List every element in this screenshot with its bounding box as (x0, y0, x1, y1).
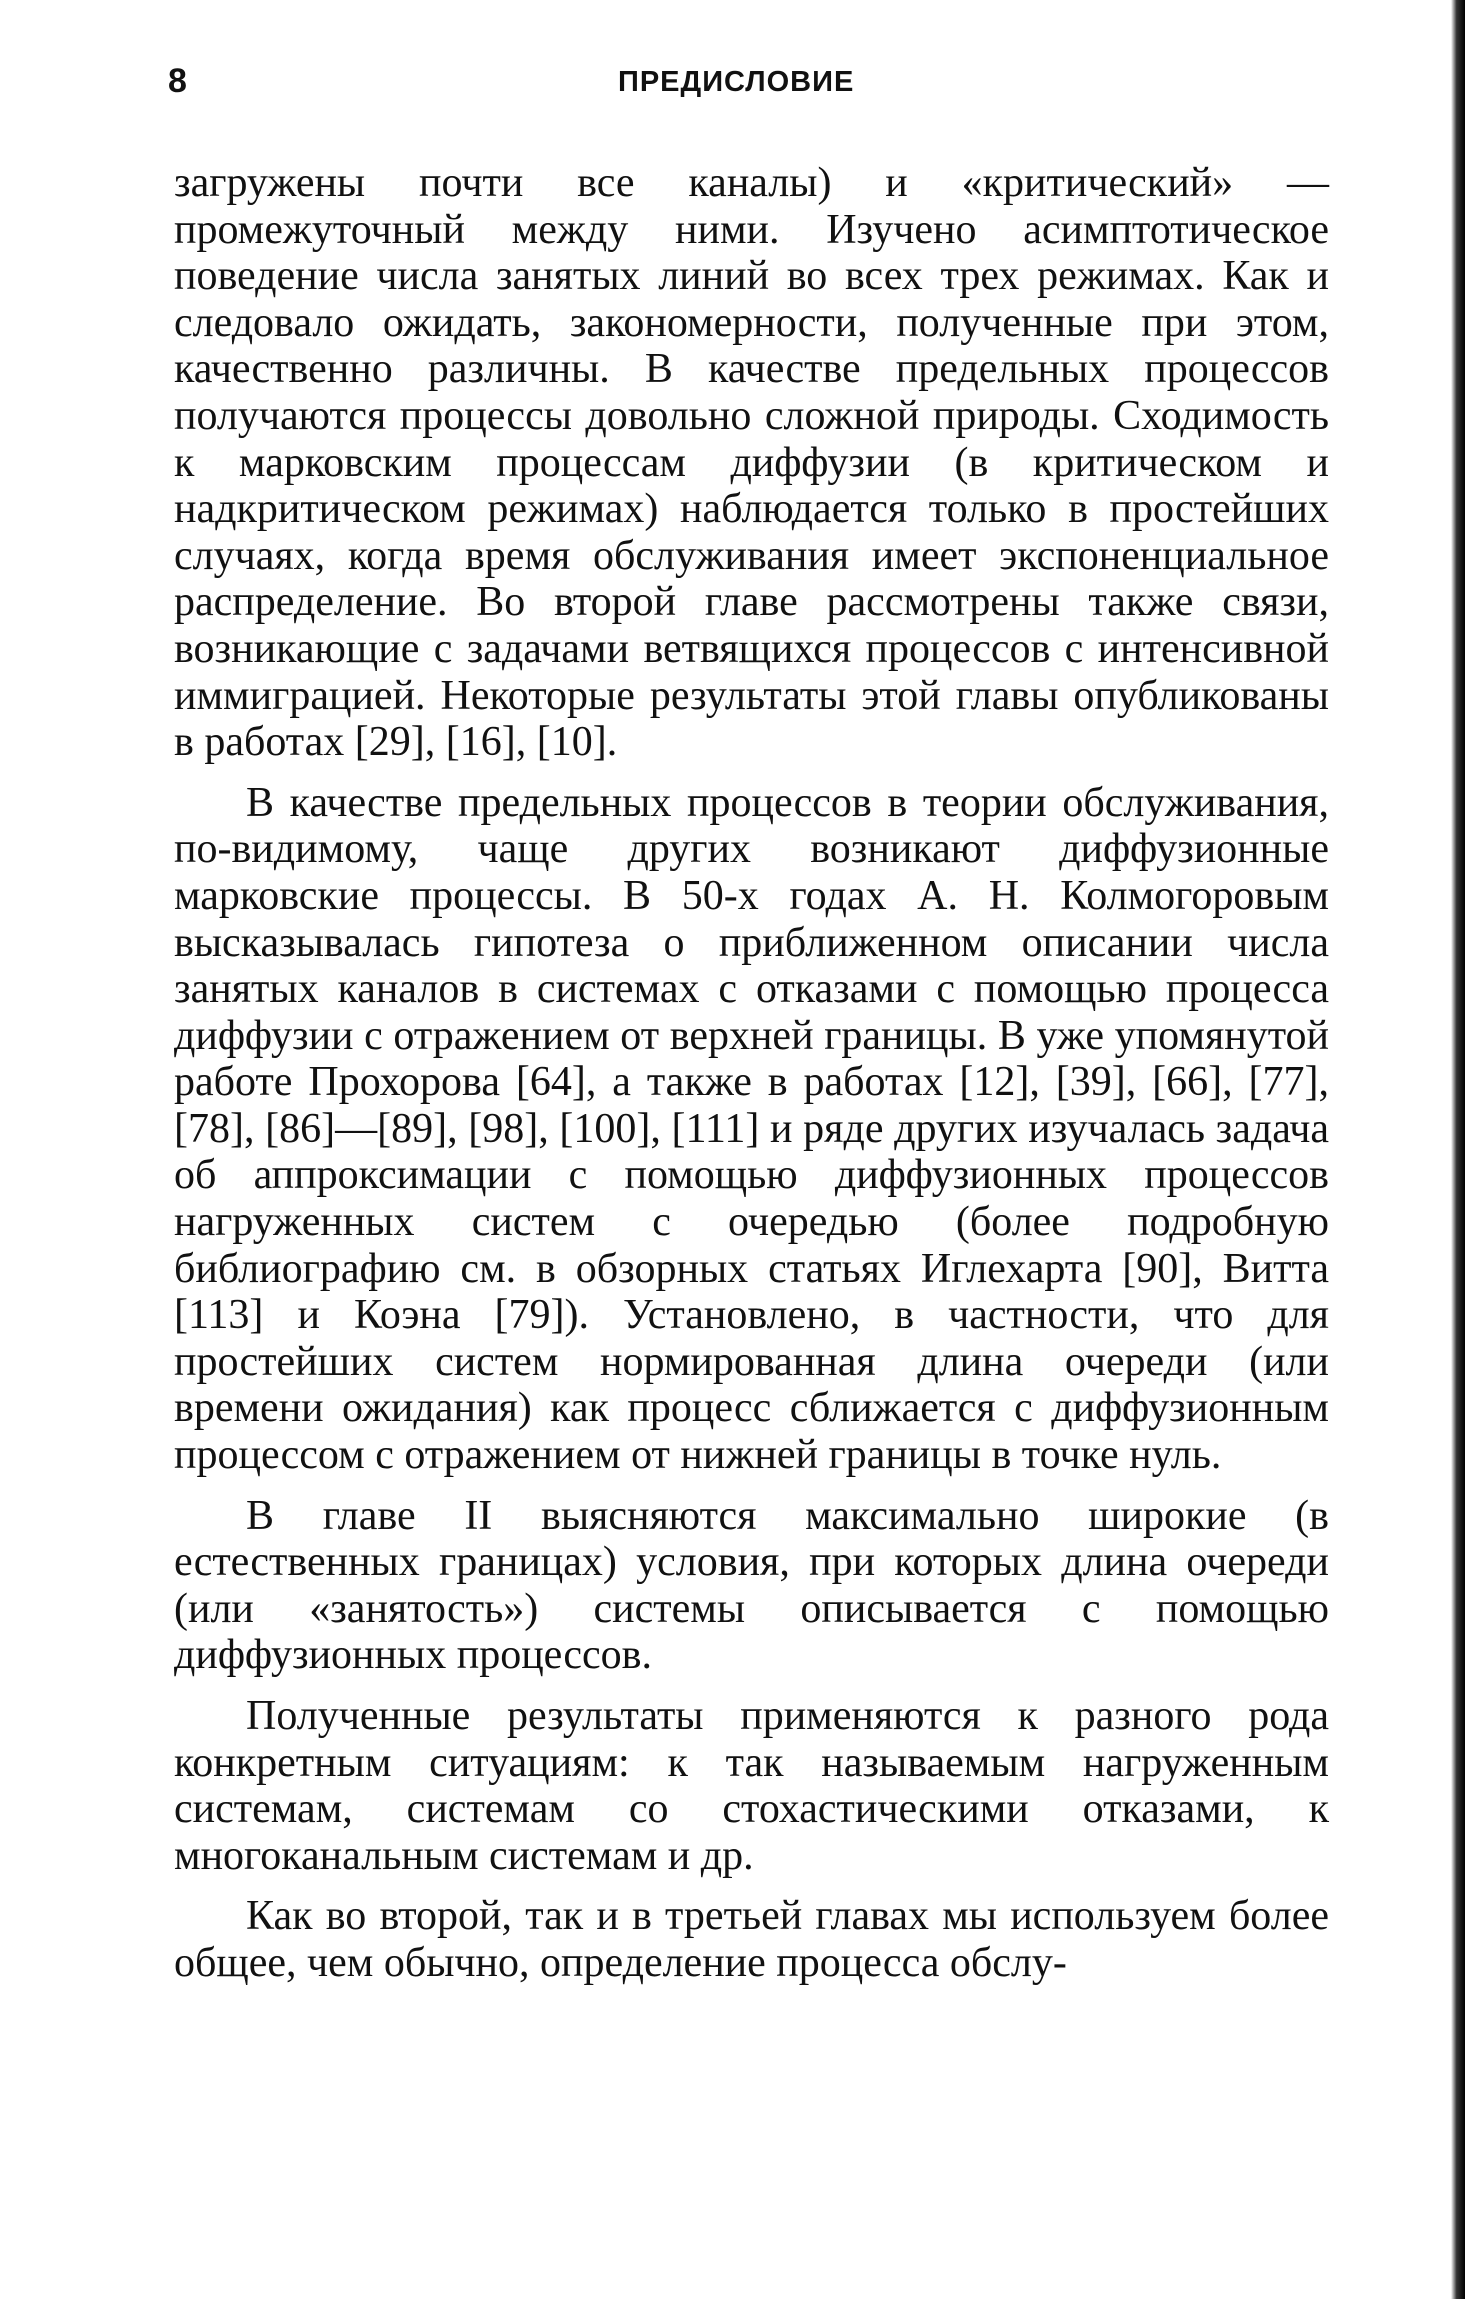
paragraph-continuation: загружены почти все каналы) и «критический» — промежуточный между ними. Изучено асимптотическое поведение числа занятых линий во всех трех режимах. Как и следовало ожидать, закономерности, полученные при этом, качественно различны. В качестве предельных процессов получаются процессы довольно сложной природы. Сходимость к марковским процессам диффузии (в критическом и надкритическом режимах) наблюдается только в простейших случаях, когда время обслуживания имеет экспоненциальное распределение. Во второй главе рассмотрены также связи, возникающие с задачами ветвящихся процессов с интенсивной иммиграцией. Некоторые результаты этой главы опубликованы в работах [29], [16], [10]. (174, 160, 1329, 766)
page-number: 8 (168, 62, 187, 100)
body-text (174, 160, 1329, 2001)
paragraph-diffusion-processes: В качестве предельных процессов в теории обслуживания, по-видимому, чаще других возникают диффузионные марковские процессы. В 50-х годах А. Н. Колмогоровым высказывалась гипотеза о приближенном описании числа занятых каналов в системах с отказами с помощью процесса диффузии с отражением от верхней границы. В уже упомянутой работе Прохорова [64], а также в работах [12], [39], [66], [77], [78], [86]—[89], [98], [100], [111] и ряде других изучалась задача об аппроксимации с помощью диффузионных процессов нагруженных систем с очередью (более подробную библиографию см. в обзорных статьях Иглехарта [90], Витта [113] и Коэна [79]). Установлено, в частности, что для простейших систем нормированная длина очереди (или времени ожидания) как процесс сближается с диффузионным процессом с отражением от нижней границы в точке нуль. (174, 779, 1329, 1479)
paragraph-applications: Полученные результаты применяются к разного рода конкретным ситуациям: к так называемым нагруженным системам, системам со стохастическими отказами, к многоканальным системам и др. (174, 1693, 1329, 1879)
page-spine-edge (1451, 0, 1465, 2299)
paragraph-service-definition: Как во второй, так и в третьей главах мы используем более общее, чем обычно, определение процесса обслу- (174, 1893, 1329, 1986)
paragraph-chapter-two: В главе II выясняются максимально широкие (в естественных границах) условия, при которых длина очереди (или «занятость») системы описывается с помощью диффузионных процессов. (174, 1492, 1329, 1679)
running-head: ПРЕДИСЛОВИЕ (618, 66, 855, 98)
page-header (168, 62, 1328, 112)
